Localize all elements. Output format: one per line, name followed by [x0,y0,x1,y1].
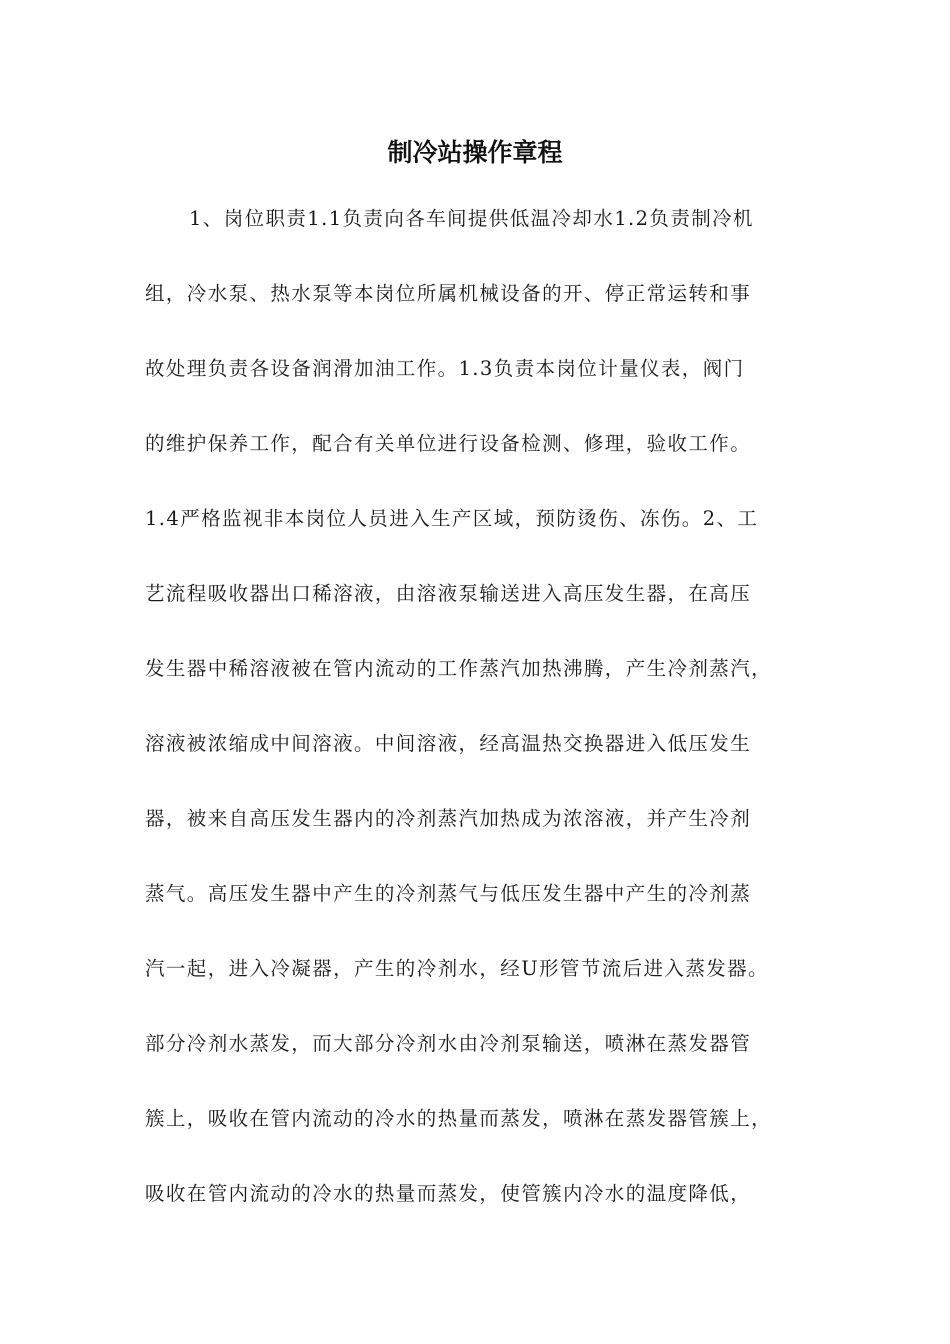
text-line: 器，被来自高压发生器内的冷剂蒸汽加热成为浓溶液，并产生冷剂 [145,807,752,830]
text-line: 发生器中稀溶液被在管内流动的工作蒸汽加热沸腾，产生冷剂蒸汽， [145,657,773,680]
text-line: 溶液被浓缩成中间溶液。中间溶液，经高温热交换器进入低压发生 [145,732,752,755]
text-line: 艺流程吸收器出口稀溶液，由溶液泵输送进入高压发生器，在高压 [145,582,752,605]
page-title: 制冷站操作章程 [387,138,563,167]
text-line: 组，冷水泵、热水泵等本岗位所属机械设备的开、停正常运转和事 [145,282,752,305]
text-line: 故处理负责各设备润滑加油工作。1.3负责本岗位计量仪表，阀门 [145,357,745,380]
text-line: 的维护保养工作，配合有关单位进行设备检测、修理，验收工作。 [145,432,752,455]
text-line: 吸收在管内流动的冷水的热量而蒸发，使管簇内冷水的温度降低， [145,1182,752,1205]
text-line: 部分冷剂水蒸发，而大部分冷剂水由冷剂泵输送，喷淋在蒸发器管 [145,1032,752,1055]
text-line: 1.4严格监视非本岗位人员进入生产区域，预防烫伤、冻伤。2、工 [145,507,759,530]
text-line: 簇上，吸收在管内流动的冷水的热量而蒸发，喷淋在蒸发器管簇上， [145,1107,773,1130]
text-line: 1、岗位职责1.1负责向各车间提供低温冷却水1.2负责制冷机 [189,207,754,230]
text-line: 汽一起，进入冷凝器，产生的冷剂水，经U形管节流后进入蒸发器。 [145,957,769,980]
text-line: 蒸气。高压发生器中产生的冷剂蒸气与低压发生器中产生的冷剂蒸 [145,882,752,905]
